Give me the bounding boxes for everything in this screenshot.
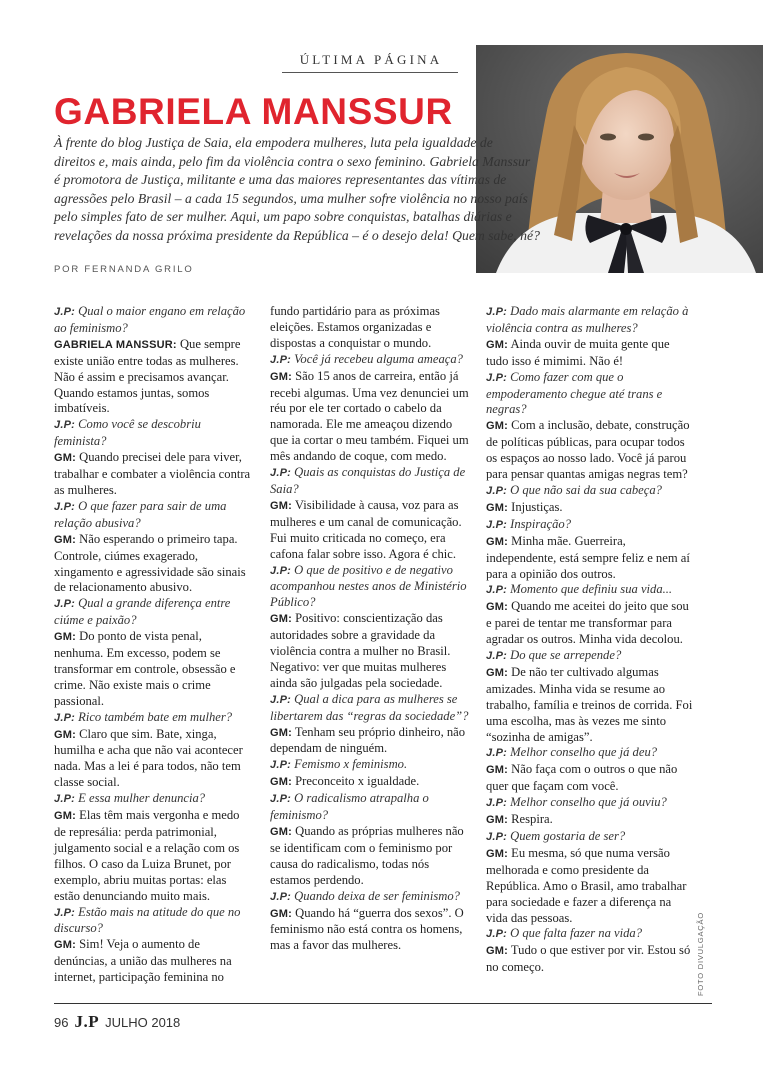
question-text: Melhor conselho que já ouviu? xyxy=(510,795,667,810)
interview-question xyxy=(486,582,694,599)
speaker-tag: J.P: xyxy=(54,419,75,432)
speaker-tag: GM: xyxy=(270,907,292,920)
interview-answer xyxy=(54,937,252,986)
speaker-tag: J.P: xyxy=(54,500,75,513)
interview-question xyxy=(270,757,470,774)
question-text: Quando deixa de ser feminismo? xyxy=(294,888,460,903)
headline: GABRIELA MANSSUR xyxy=(54,91,453,132)
answer-text: Elas têm mais vergonha e medo de represália: perda patrimonial, julgamento social e a relação com os filhos. O caso da Luiza Brunet, por exemplo, abriu muitas portas: elas estão denunciando muito mais. xyxy=(54,808,240,903)
question-text: Estão mais na atitude do que no discurso? xyxy=(54,904,241,936)
speaker-tag: GM: xyxy=(54,939,76,952)
answer-text: Positivo: conscientização das autoridades sobre a gravidade da violência contra a mulher no Brasil. Negativo: ver que muitas mulheres ainda são julgadas pela sociedade. xyxy=(270,611,451,690)
byline: POR FERNANDA GRILO xyxy=(54,264,194,275)
answer-text: Quando há “guerra dos sexos”. O feminismo não está contra os homens, mas a favor das mulheres. xyxy=(270,905,464,953)
interview-question xyxy=(486,517,694,534)
interview-question xyxy=(54,791,252,808)
text-column-3 xyxy=(486,304,694,976)
interview-answer xyxy=(486,812,694,829)
speaker-tag: GABRIELA MANSSUR: xyxy=(54,338,177,351)
interview-answer xyxy=(270,304,470,352)
speaker-tag: J.P: xyxy=(486,797,507,810)
interview-question xyxy=(270,465,470,498)
answer-text: Claro que sim. Bate, xinga, humilha e acha que não vai acontecer nada. Mas a lei é para todos, não tem classe social. xyxy=(54,726,243,790)
question-text: Qual o maior engano em relação ao feminismo? xyxy=(54,304,246,335)
issue-date: JULHO 2018 xyxy=(105,1014,181,1030)
answer-text: Tudo o que estiver por vir. Estou só no começo. xyxy=(486,943,691,975)
speaker-tag: J.P: xyxy=(54,711,75,724)
speaker-tag: J.P: xyxy=(54,906,75,919)
speaker-tag: GM: xyxy=(54,533,76,546)
speaker-tag: J.P: xyxy=(270,693,291,706)
interview-question xyxy=(54,304,252,337)
speaker-tag: J.P: xyxy=(54,306,75,318)
speaker-tag: J.P: xyxy=(486,584,507,597)
speaker-tag: GM: xyxy=(270,826,292,838)
question-text: O que falta fazer na vida? xyxy=(510,926,643,941)
answer-text: Quando me aceitei do jeito que sou e parei de tentar me transformar para agradar os outros. Minha vida decolou. xyxy=(486,599,689,647)
speaker-tag: J.P: xyxy=(486,831,507,843)
speaker-tag: GM: xyxy=(270,613,292,626)
speaker-tag: J.P: xyxy=(486,371,507,384)
interview-question xyxy=(486,829,694,846)
interview-answer xyxy=(486,665,694,746)
interview-answer xyxy=(270,611,470,692)
intro-line: À frente do blog Justiça de Saia, ela empodera mulheres, luta pela igualdade de xyxy=(54,135,493,150)
answer-text: Respira. xyxy=(511,812,553,827)
speaker-tag: J.P: xyxy=(486,518,507,531)
speaker-tag: J.P: xyxy=(486,484,507,497)
interview-question xyxy=(54,905,252,938)
interview-answer xyxy=(486,846,694,927)
speaker-tag: GM: xyxy=(270,499,292,512)
footer-rule xyxy=(54,1003,712,1004)
question-text: E essa mulher denuncia? xyxy=(78,791,206,806)
speaker-tag: GM: xyxy=(486,847,508,860)
section-rule xyxy=(282,72,458,73)
interview-answer xyxy=(54,808,252,904)
answer-text: São 15 anos de carreira, então já recebi algumas. Uma vez denunciei um réu por ele ter cortado o cabelo da namorada. Ele me ameaçou dizendo que ia cortar o meu também. Fiquei um mês andando de coque, com medo. xyxy=(270,368,469,464)
speaker-tag: GM: xyxy=(54,728,76,741)
speaker-tag: GM: xyxy=(486,601,508,614)
question-text: Você já recebeu alguma ameaça? xyxy=(294,351,463,366)
interview-question xyxy=(486,648,694,665)
question-text: O que fazer para sair de uma relação abusiva? xyxy=(54,498,227,530)
intro-line: direitos e, mais ainda, pelo fim da violência contra o sexo feminino. Gabriela Manssur xyxy=(54,153,531,169)
interview-answer xyxy=(54,450,252,499)
answer-text: Injustiças. xyxy=(511,499,563,514)
interview-answer xyxy=(270,774,470,791)
speaker-tag: GM: xyxy=(486,338,508,351)
speaker-tag: GM: xyxy=(486,666,508,679)
speaker-tag: J.P: xyxy=(486,928,507,941)
interview-question xyxy=(486,745,694,762)
speaker-tag: GM: xyxy=(486,764,508,777)
speaker-tag: J.P: xyxy=(270,467,291,480)
answer-text: Eu mesma, só que numa versão melhorada e como presidente da República. Amo o Brasil, amo trabalhar para sociedade e fazer a diferença na vida das pessoas. xyxy=(486,845,687,925)
interview-answer xyxy=(270,906,470,955)
interview-answer xyxy=(270,498,470,563)
interview-answer xyxy=(270,725,470,758)
interview-answer xyxy=(270,369,470,465)
interview-question xyxy=(270,352,470,369)
interview-answer xyxy=(54,629,252,710)
speaker-tag: GM: xyxy=(270,726,292,739)
speaker-tag: J.P: xyxy=(270,353,291,366)
answer-text: De não ter cultivado algumas amizades. Minha vida se resume ao trabalho, família e treinos de corrida. Foi uma escolha, mas às vezes me sinto “sozinha de amigas”. xyxy=(486,664,693,744)
answer-text: Quando precisei dele para viver, trabalhar e combater a violência contra as mulheres. xyxy=(54,450,251,497)
speaker-tag: J.P: xyxy=(486,747,507,760)
intro-paragraph xyxy=(54,134,574,246)
interview-question xyxy=(270,889,470,906)
interview-answer xyxy=(54,532,252,597)
speaker-tag: GM: xyxy=(486,535,508,548)
answer-text: Visibilidade à causa, voz para as mulheres e um canal de comunicação. Fui muito criticada no começo, era cafona falar sobre isso. Agora é chic. xyxy=(270,497,462,561)
intro-line: revelações da nossa próxima presidente da República – é o desejo dela! Quem sabe, né? xyxy=(54,227,540,243)
answer-text: Do ponto de vista penal, nenhuma. Em excesso, podem se transformar em controle, obsessão e crime. Não existe mais o crime passional. xyxy=(54,629,236,708)
question-text: O que não sai da sua cabeça? xyxy=(510,482,662,497)
page-number: 96 xyxy=(54,1014,69,1030)
question-text: Quais as conquistas do Justiça de Saia? xyxy=(270,465,466,496)
text-column-2 xyxy=(270,304,470,954)
speaker-tag: GM: xyxy=(54,452,76,465)
question-text: Inspiração? xyxy=(510,516,572,531)
speaker-tag: J.P: xyxy=(270,564,291,577)
speaker-tag: J.P: xyxy=(486,306,507,318)
magazine-logo: J.P xyxy=(74,1012,100,1031)
interview-question xyxy=(54,710,252,727)
interview-answer xyxy=(486,337,694,370)
interview-question xyxy=(54,499,252,532)
interview-question xyxy=(486,370,694,419)
answer-text: Minha mãe. Guerreira, independente, está sempre feliz e nem aí para a opinião dos outros. xyxy=(486,533,690,581)
section-label: ÚLTIMA PÁGINA xyxy=(299,52,443,67)
question-text: Qual a dica para as mulheres se libertarem das “regras da sociedade”? xyxy=(270,691,469,723)
interview-question xyxy=(54,417,252,450)
answer-text: Que sempre existe união entre todas as mulheres. Não é assim e precisamos avançar. Quando estamos juntas, somos imbatíveis. xyxy=(54,336,241,416)
interview-answer xyxy=(54,337,252,418)
photo-credit: FOTO DIVULGAÇÃO xyxy=(696,912,705,996)
answer-text: fundo partidário para as próximas eleições. Estamos organizadas e dispostas a conquistar o mundo. xyxy=(270,304,440,350)
interview-question xyxy=(270,791,470,824)
speaker-tag: GM: xyxy=(486,420,508,433)
question-text: Como você se descobriu feminista? xyxy=(54,417,201,449)
text-column-1 xyxy=(54,304,252,986)
speaker-tag: GM: xyxy=(54,810,76,823)
speaker-tag: GM: xyxy=(54,631,76,644)
interview-answer xyxy=(486,418,694,483)
interview-question xyxy=(486,926,694,943)
interview-answer xyxy=(486,762,694,795)
question-text: Melhor conselho que já deu? xyxy=(510,745,658,760)
interview-question xyxy=(486,795,694,812)
question-text: Dado mais alarmante em relação à violência contra as mulheres? xyxy=(486,304,689,335)
question-text: Momento que definiu sua vida... xyxy=(510,582,673,597)
answer-text: Com a inclusão, debate, construção de políticas públicas, para ocupar todos os espaços ao nosso lado. Você já parou para pensar quantas amigas negras tem? xyxy=(486,418,690,482)
question-text: Qual a grande diferença entre ciúme e paixão? xyxy=(54,596,231,628)
interview-question xyxy=(270,563,470,612)
speaker-tag: J.P: xyxy=(270,759,291,772)
interview-answer xyxy=(486,534,694,583)
question-text: Do que se arrepende? xyxy=(510,648,622,663)
intro-line: agressões pelo Brasil – a cada 15 segundos, uma mulher sofre violência no nosso país xyxy=(54,190,528,206)
answer-text: Não faça com o outros o que não quer que façam com você. xyxy=(486,762,678,794)
intro-line: é promotora de Justiça, militante e uma das maiores representantes das vítimas de xyxy=(54,172,507,188)
interview-answer xyxy=(486,943,694,976)
question-text: O que de positivo e de negativo acompanhou nestes anos de Ministério Público? xyxy=(270,562,467,610)
interview-question xyxy=(54,596,252,629)
answer-text: Não esperando o primeiro tapa. Controle, ciúmes exagerado, xingamento e agressividade são sinais de relacionamento abusivo. xyxy=(54,531,246,595)
speaker-tag: GM: xyxy=(270,776,292,789)
interview-question xyxy=(486,304,694,337)
question-text: Rico também bate em mulher? xyxy=(78,709,233,724)
interview-answer xyxy=(486,599,694,648)
answer-text: Preconceito x igualdade. xyxy=(295,774,420,789)
answer-text: Sim! Veja o aumento de denúncias, a união das mulheres na internet, participação feminina no xyxy=(54,937,232,985)
answer-text: Tenham seu próprio dinheiro, não dependam de ninguém. xyxy=(270,724,466,756)
speaker-tag: GM: xyxy=(270,370,292,383)
page-footer xyxy=(54,1012,180,1032)
speaker-tag: J.P: xyxy=(270,890,291,903)
answer-text: Ainda ouvir de muita gente que tudo isso é mimimi. Não é! xyxy=(486,336,670,368)
answer-text: Quando as próprias mulheres não se identificam com o feminismo por causa do radicalismo, todas nós estamos perdendo. xyxy=(270,824,464,887)
speaker-tag: GM: xyxy=(486,814,508,827)
speaker-tag: GM: xyxy=(486,945,508,958)
interview-answer xyxy=(486,500,694,517)
question-text: Femismo x feminismo. xyxy=(294,757,408,772)
interview-answer xyxy=(54,727,252,792)
question-text: Como fazer com que o empoderamento chegue até trans e negras? xyxy=(486,369,663,417)
question-text: Quem gostaria de ser? xyxy=(510,829,626,843)
speaker-tag: J.P: xyxy=(270,793,291,806)
intro-line: pelo simples fato de ser mulher. Aqui, um papo sobre conquistas, batalhas diárias e xyxy=(54,209,512,225)
speaker-tag: J.P: xyxy=(54,793,75,806)
speaker-tag: J.P: xyxy=(486,650,507,663)
interview-question xyxy=(270,692,470,725)
interview-answer xyxy=(270,824,470,889)
interview-question xyxy=(486,483,694,500)
speaker-tag: GM: xyxy=(486,501,508,514)
question-text: O radicalismo atrapalha o feminismo? xyxy=(270,791,429,823)
speaker-tag: J.P: xyxy=(54,598,75,611)
